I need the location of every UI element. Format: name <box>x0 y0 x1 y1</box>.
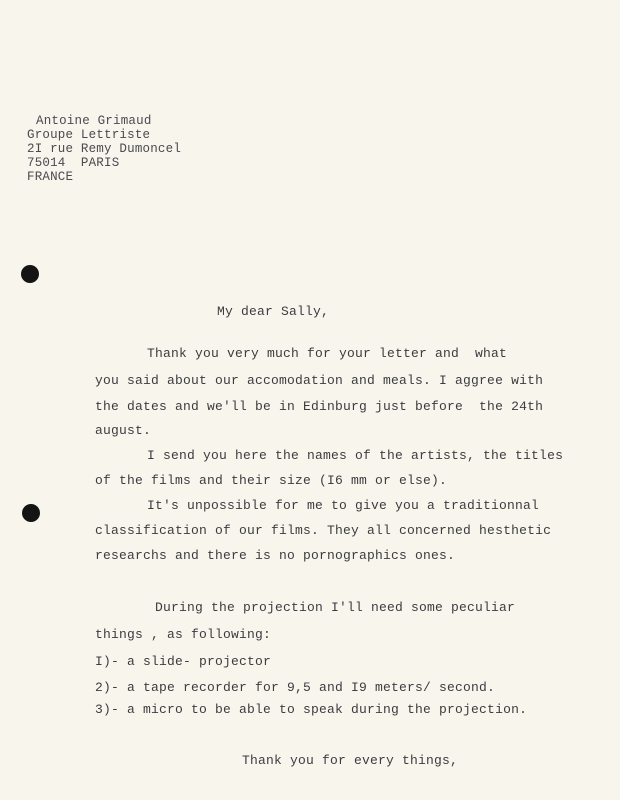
address-line: Groupe Lettriste <box>27 128 151 142</box>
body-line: of the films and their size (I6 mm or else). <box>95 473 448 488</box>
punch-hole-top <box>21 265 39 283</box>
address-line: 75014 PARIS <box>27 156 120 170</box>
body-line: researchs and there is no pornographics ones. <box>95 548 456 563</box>
closing-line: Thank you for every things, <box>242 753 459 768</box>
body-line: august. <box>95 423 152 438</box>
body-line: you said about our accomodation and meals. I aggree with <box>95 373 544 388</box>
body-line: classification of our films. They all concerned hesthetic <box>95 523 552 538</box>
list-item: 3)- a micro to be able to speak during the projection. <box>95 702 528 717</box>
body-line: It's unpossible for me to give you a traditionnal <box>147 498 540 513</box>
address-line: 2I rue Remy Dumoncel <box>27 142 182 156</box>
list-item: I)- a slide- projector <box>95 654 272 669</box>
body-line: things , as following: <box>95 627 272 642</box>
punch-hole-bottom <box>22 504 40 522</box>
body-line: During the projection I'll need some peculiar <box>155 600 516 615</box>
list-item: 2)- a tape recorder for 9,5 and I9 meters/ second. <box>95 680 496 695</box>
body-line: Thank you very much for your letter and what <box>147 346 508 361</box>
body-line: I send you here the names of the artists, the titles <box>147 448 564 463</box>
address-line: FRANCE <box>27 170 74 184</box>
salutation: My dear Sally, <box>217 304 330 319</box>
body-line: the dates and we'll be in Edinburg just before the 24th <box>95 399 544 414</box>
address-line: Antoine Grimaud <box>36 114 152 128</box>
